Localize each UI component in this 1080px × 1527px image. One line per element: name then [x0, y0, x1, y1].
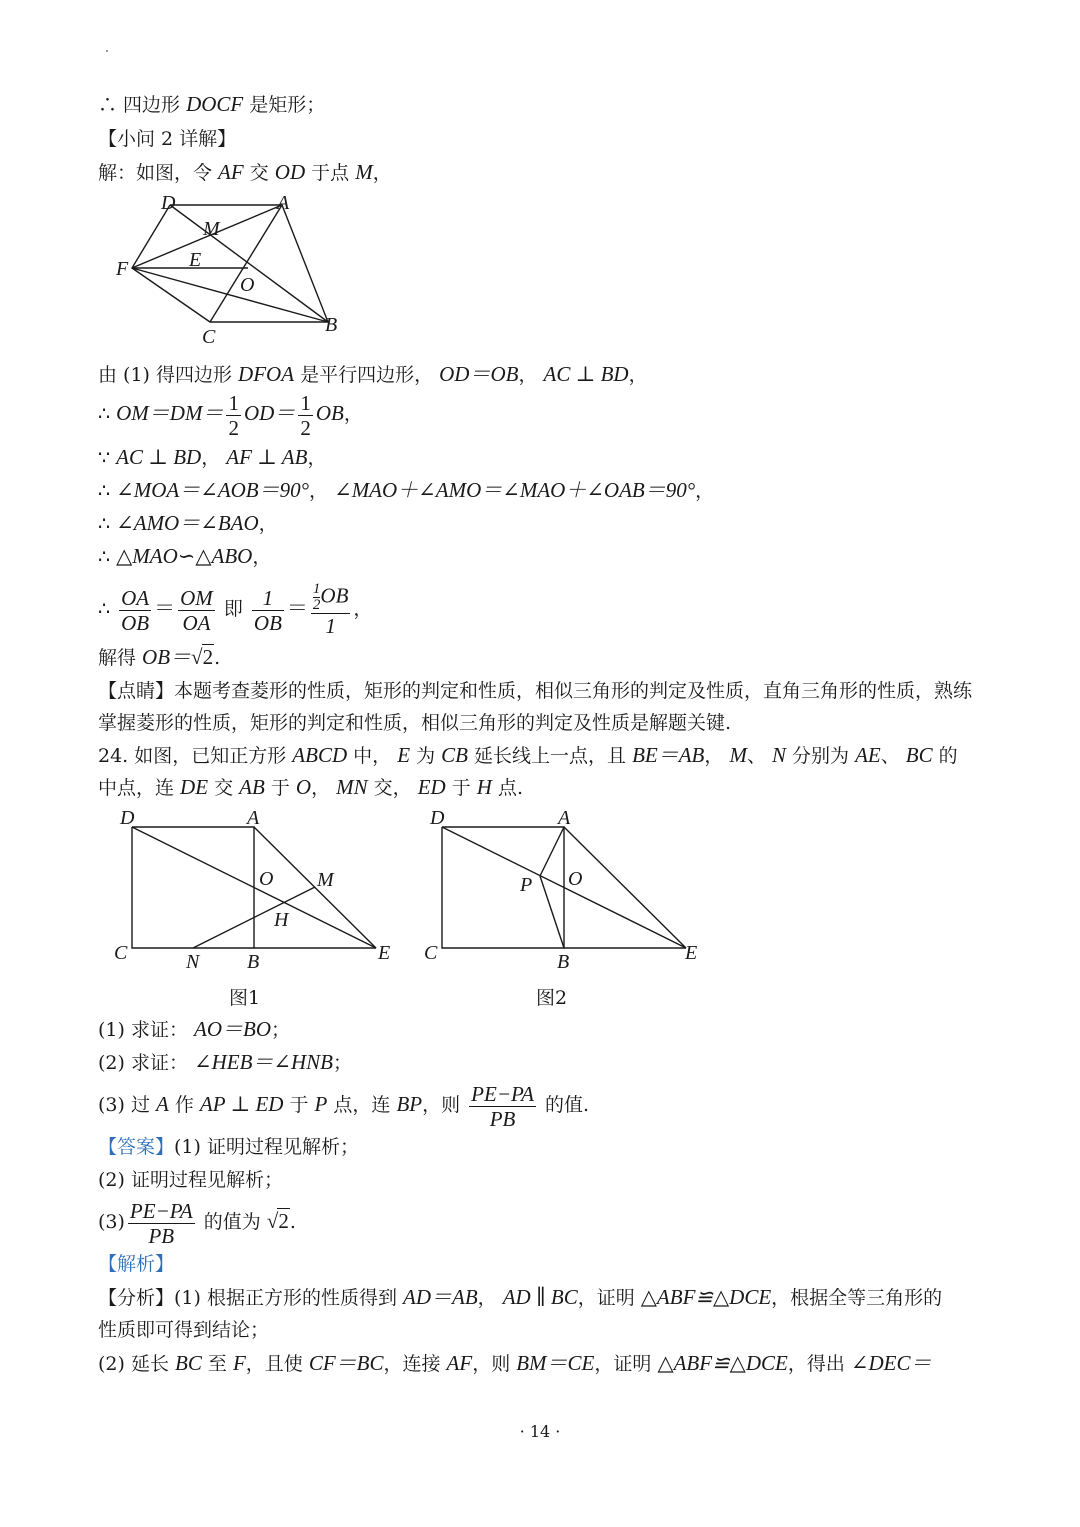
fig1-label-B: B [247, 951, 260, 973]
line-om-dm: ∴ OM＝DM＝ $\frac{1}{2}$ OD＝ $\frac{1}{2}$ OB， [98, 390, 363, 440]
fig2-label-A: A [558, 807, 571, 829]
line-parallelogram: 由 (1) 得四边形 DFOA 是平行四边形， OD＝OB， AC ⊥ BD， [98, 362, 648, 386]
label-M: M [203, 218, 220, 240]
line-result: 解得 OB＝√2. [98, 645, 221, 669]
answer-1: 【答案】(1) 证明过程见解析； [98, 1136, 359, 1158]
fig1-label-H: H [274, 909, 289, 931]
label-A: A [277, 192, 290, 214]
label-B: B [325, 314, 338, 336]
line-perpendicular: ∵ AC ⊥ BD， AF ⊥ AB， [98, 445, 327, 469]
problem-24-line-2: 中点，连 DE 交 AB 于 O， MN 交， ED 于 H 点. [98, 775, 524, 799]
fig1-label-C: C [114, 942, 128, 964]
fig1-label-D: D [120, 807, 135, 829]
fig2-label-O: O [568, 868, 583, 890]
problem-24-line-1: 24. 如图，已知正方形 ABCD 中， E 为 CB 延长线上一点，且 BE＝AB， M、 N 分别为 AE、 BC 的 [98, 743, 958, 767]
outer-shape [132, 205, 328, 322]
figure-1-diagram [110, 805, 410, 985]
figure-2-diagram [420, 805, 720, 985]
comment-line-1: 【点睛】本题考查菱形的性质，矩形的判定和性质，相似三角形的判定及性质，直角三角形的性质，熟练 [98, 680, 973, 702]
analysis-line-3: (2) 延长 BC 至 F，且使 CF＝BC，连接 AF，则 BM＝CE，证明 △ABF≌△DCE，得出 ∠DEC＝ [98, 1351, 932, 1375]
answer-2: (2) 证明过程见解析； [98, 1169, 283, 1191]
question-1: (1) 求证： AO＝BO； [98, 1017, 291, 1041]
figure-2-caption: 图2 [536, 987, 568, 1009]
fig2-label-E: E [685, 942, 698, 964]
line-solution-intro: 解：如图，令 AF 交 OD 于点 M， [98, 160, 392, 184]
figure-1-caption: 图1 [229, 987, 261, 1009]
scan-dot [106, 50, 108, 52]
answer-3: (3) $\frac{PE-PA}{PB}$ 的值为 √2. [98, 1198, 296, 1248]
analysis-line-1: 【分析】(1) 根据正方形的性质得到 AD＝AB， AD ∥ BC，证明 △ABF≌△DCE，根据全等三角形的 [98, 1285, 943, 1309]
label-C: C [202, 326, 216, 348]
diagonal-ac [210, 205, 282, 322]
segment-pb [540, 876, 564, 948]
fig1-label-N: N [186, 951, 200, 973]
page-number: · 14 · [519, 1422, 561, 1441]
question-2: (2) 求证： ∠HEB＝∠HNB； [98, 1050, 353, 1074]
line-angle-equal: ∴ ∠AMO＝∠BAO， [98, 511, 278, 535]
comment-line-2: 掌握菱形的性质，矩形的判定和性质，相似三角形的判定及性质是解题关键. [98, 712, 732, 734]
square-abcd [132, 827, 254, 948]
fig2-label-P: P [520, 874, 533, 896]
section-heading-q2: 【小问 2 详解】 [98, 128, 237, 150]
label-F: F [116, 258, 129, 280]
line-angles-90: ∴ ∠MOA＝∠AOB＝90°， ∠MAO＋∠AMO＝∠MAO＋∠OAB＝90°， [98, 478, 715, 502]
fig1-label-M: M [317, 869, 334, 891]
segment-ap [540, 827, 564, 876]
segment-fb [132, 268, 328, 322]
fig1-label-A: A [247, 807, 260, 829]
line-ratio: ∴ $\frac{OA}{OB}$ ＝ $\frac{OM}{OA}$ 即 $\frac{1}{OB}$ ＝ $\frac{1}{2}$ OB 1 ， [98, 581, 373, 638]
fig2-label-C: C [424, 942, 438, 964]
label-O: O [240, 274, 255, 296]
fig2-label-D: D [430, 807, 445, 829]
rhombus-diagram [110, 190, 350, 350]
square-abcd-2 [442, 827, 564, 948]
question-3: (3) 过 A 作 AP ⊥ ED 于 P 点，连 BP，则 $\frac{PE-PA}{PB}$ 的值. [98, 1081, 590, 1131]
line-conclusion: ∴ 四边形 DOCF 是矩形； [98, 92, 326, 116]
fig1-label-O: O [259, 868, 274, 890]
label-D: D [161, 192, 176, 214]
fig2-label-B: B [557, 951, 570, 973]
analysis-heading: 【解析】 [98, 1253, 175, 1275]
analysis-line-2: 性质即可得到结论； [98, 1319, 270, 1341]
fig1-label-E: E [378, 942, 391, 964]
line-similar: ∴ △MAO∽△ABO， [98, 544, 272, 568]
label-E: E [189, 249, 202, 271]
